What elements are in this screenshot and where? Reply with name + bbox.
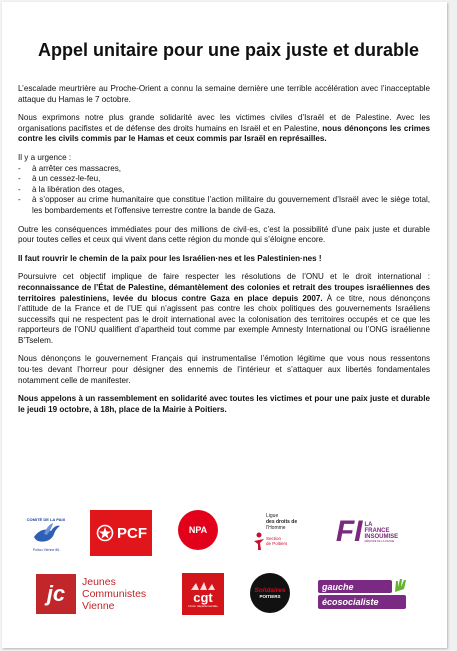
scrollbar-track[interactable] [449, 0, 457, 651]
urgence-item: - à la libération des otages, [18, 185, 430, 196]
jc-logo: jc Jeunes Communistes Vienne [36, 573, 156, 615]
document-title: Appel unitaire pour une paix juste et durable [37, 40, 420, 60]
hands-up-icon [392, 577, 410, 593]
urgence-block [18, 153, 430, 217]
gauche-ecosocialiste-logo: gauche écosocialiste [318, 573, 410, 613]
paragraph-gouvernement: Nous dénonçons le gouvernement Français qui instrumentalise l’émotion légitime que vous nous ressentons tou·tes devant l’horreur pour désigner des ennemis de l’intérieur et s’attaquer aux libertés fondamentales notamment celle de manifester. [18, 354, 430, 385]
npa-logo: NPA [178, 510, 218, 550]
urgence-item: - à s’opposer au crime humanitaire que constitue l’action militaire du gouvernement d’Israël avec le siège total, les bombardements et l’offensive terrestre contre la bande de Gaza. [18, 195, 430, 216]
paragraph-rassemblement: Nous appelons à un rassemblement en solidarité avec toutes les victimes et pour une paix juste et durable le jeudi 19 octobre, à 18h, place de la Mairie à Poitiers. [18, 394, 430, 414]
urgence-intro: Il y a urgence : [18, 152, 72, 162]
paragraph-objectif: Poursuivre cet objectif implique de faire respecter les résolutions de l’ONU et le droit international : reconnaissance de l’État de Palestine, démantèlement des colonies et retrait des troupes israéliennes des territoires palestiniens, levée du blocus contre Gaza en place depuis 2007. À ce titre, nous dénonçons l’attitude de la France et de l’UE qui n’agissent pas contre les choix politiques des gouvernements Israéliens successifs qui ne respectent pas le droit international avec la colonisation des territoires occupés et ce que les rapporteurs de l’ONU qualifient d’apartheid tout comme par exemple Amnesty International ou l’ONG israélienne B’Tselem. [18, 272, 430, 345]
dove-icon [31, 522, 61, 548]
hands-icon [189, 581, 217, 591]
solidaires-logo: Solidaires POITIERS [250, 573, 290, 613]
star-icon [95, 523, 115, 543]
urgence-list [18, 164, 430, 217]
lfi-logo: FI LA FRANCE INSOUMISE MÉMOIRE DE LA VIENNE [335, 515, 399, 548]
ldh-logo: Ligue des droits de l'Homme Section de Poitiers [252, 506, 302, 558]
urgence-item: - à arrêter ces massacres, [18, 164, 430, 175]
comite-paix-logo: COMITÉ DE LA PAIX Poitou Vienne 86 [26, 516, 66, 552]
paragraph-solidarite: Nous exprimons notre plus grande solidarité avec les victimes civiles d’Israël et de Palestine. Avec les organisations pacifistes et de défense des droits humains en Israël et en Palestine, nous dénonçons les crimes contre les civils commis par le Hamas et ceux commis par Israël en représailles. [18, 113, 430, 144]
paragraph-consequences: Outre les conséquences immédiates pour des millions de civil·es, c’est la possibilité d’une paix juste et durable pour toutes celles et ceux qui vivent dans cette région du monde qui s’éloigne encore. [18, 224, 430, 245]
paragraph-chemin-paix: Il faut rouvrir le chemin de la paix pour les Israélien·nes et les Palestinien·nes ! [18, 253, 322, 263]
cgt-logo: cgt Union départementale [182, 573, 224, 615]
ldh-figure-icon [252, 531, 266, 551]
pcf-logo: PCF [90, 510, 152, 556]
document-body [18, 84, 430, 423]
paragraph-escalade: L’escalade meurtrière au Proche-Orient a connu la semaine dernière une terrible accélération avec l’inacceptable attaque du Hamas le 7 octobre. [18, 84, 430, 104]
urgence-item: - à un cessez-le-feu, [18, 174, 430, 185]
